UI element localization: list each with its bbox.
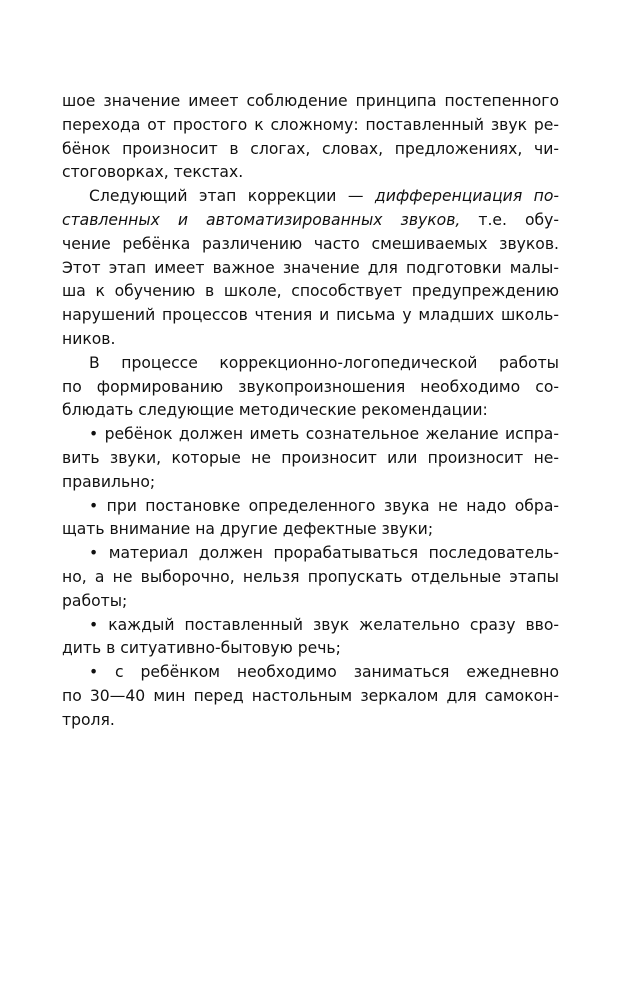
list-item bbox=[62, 495, 559, 543]
emphasis-text: дифференциация по- bbox=[374, 187, 559, 206]
text-line: перехода от простого к сложному: поставленный звук ре- bbox=[62, 115, 559, 134]
text-line: бёнок произносит в слогах, словах, предложениях, чи- bbox=[62, 139, 559, 158]
text-line: троля. bbox=[62, 710, 115, 729]
list-item bbox=[62, 423, 559, 494]
text-line: дить в ситуативно-бытовую речь; bbox=[62, 639, 341, 658]
paragraph-differentiation bbox=[62, 185, 559, 352]
list-item bbox=[62, 661, 559, 732]
text-line: • каждый поставленный звук желательно сразу вво- bbox=[89, 615, 559, 634]
recommendation-list bbox=[62, 423, 559, 732]
text-line bbox=[62, 185, 559, 209]
text-line: • с ребёнком необходимо заниматься ежедневно bbox=[89, 663, 559, 682]
text-fragment: т.е. обу- bbox=[460, 210, 559, 229]
text-line: вить звуки, которые не произносит или произносит не- bbox=[62, 448, 559, 467]
text-line: шое значение имеет соблюдение принципа постепенного bbox=[62, 92, 559, 110]
paragraph-recommendations-intro bbox=[62, 352, 559, 423]
text-line: • материал должен прорабатываться последователь- bbox=[89, 544, 559, 563]
text-line: • при постановке определенного звука не надо обра- bbox=[89, 496, 559, 515]
text-line: ша к обучению в школе, способствует предупреждению bbox=[62, 282, 559, 301]
text-fragment: Следующий этап коррекции — bbox=[89, 187, 375, 206]
page-body bbox=[62, 90, 559, 733]
text-line: блюдать следующие методические рекомендации: bbox=[62, 401, 488, 420]
text-line: по 30—40 мин перед настольным зеркалом для самокон- bbox=[62, 686, 559, 705]
text-line bbox=[62, 209, 559, 233]
list-item bbox=[62, 542, 559, 613]
text-line: • ребёнок должен иметь сознательное желание испра- bbox=[89, 425, 559, 444]
paragraph-principle bbox=[62, 90, 559, 185]
text-line: но, а не выборочно, нельзя пропускать отдельные этапы bbox=[62, 567, 559, 586]
text-line: щать внимание на другие дефектные звуки; bbox=[62, 520, 434, 539]
text-line: по формированию звукопроизношения необходимо со- bbox=[62, 377, 559, 396]
text-line: ников. bbox=[62, 329, 116, 348]
text-line: нарушений процессов чтения и письма у младших школь- bbox=[62, 306, 559, 325]
text-line: стоговорках, текстах. bbox=[62, 163, 244, 182]
text-line: В процессе коррекционно-логопедической работы bbox=[89, 353, 559, 372]
text-line: правильно; bbox=[62, 472, 156, 491]
list-item bbox=[62, 614, 559, 662]
emphasis-text: ставленных и автоматизированных звуков, bbox=[62, 210, 461, 229]
text-line: работы; bbox=[62, 591, 128, 610]
text-line: чение ребёнка различению часто смешиваемых звуков. bbox=[62, 234, 559, 253]
text-line: Этот этап имеет важное значение для подготовки малы- bbox=[62, 258, 559, 277]
